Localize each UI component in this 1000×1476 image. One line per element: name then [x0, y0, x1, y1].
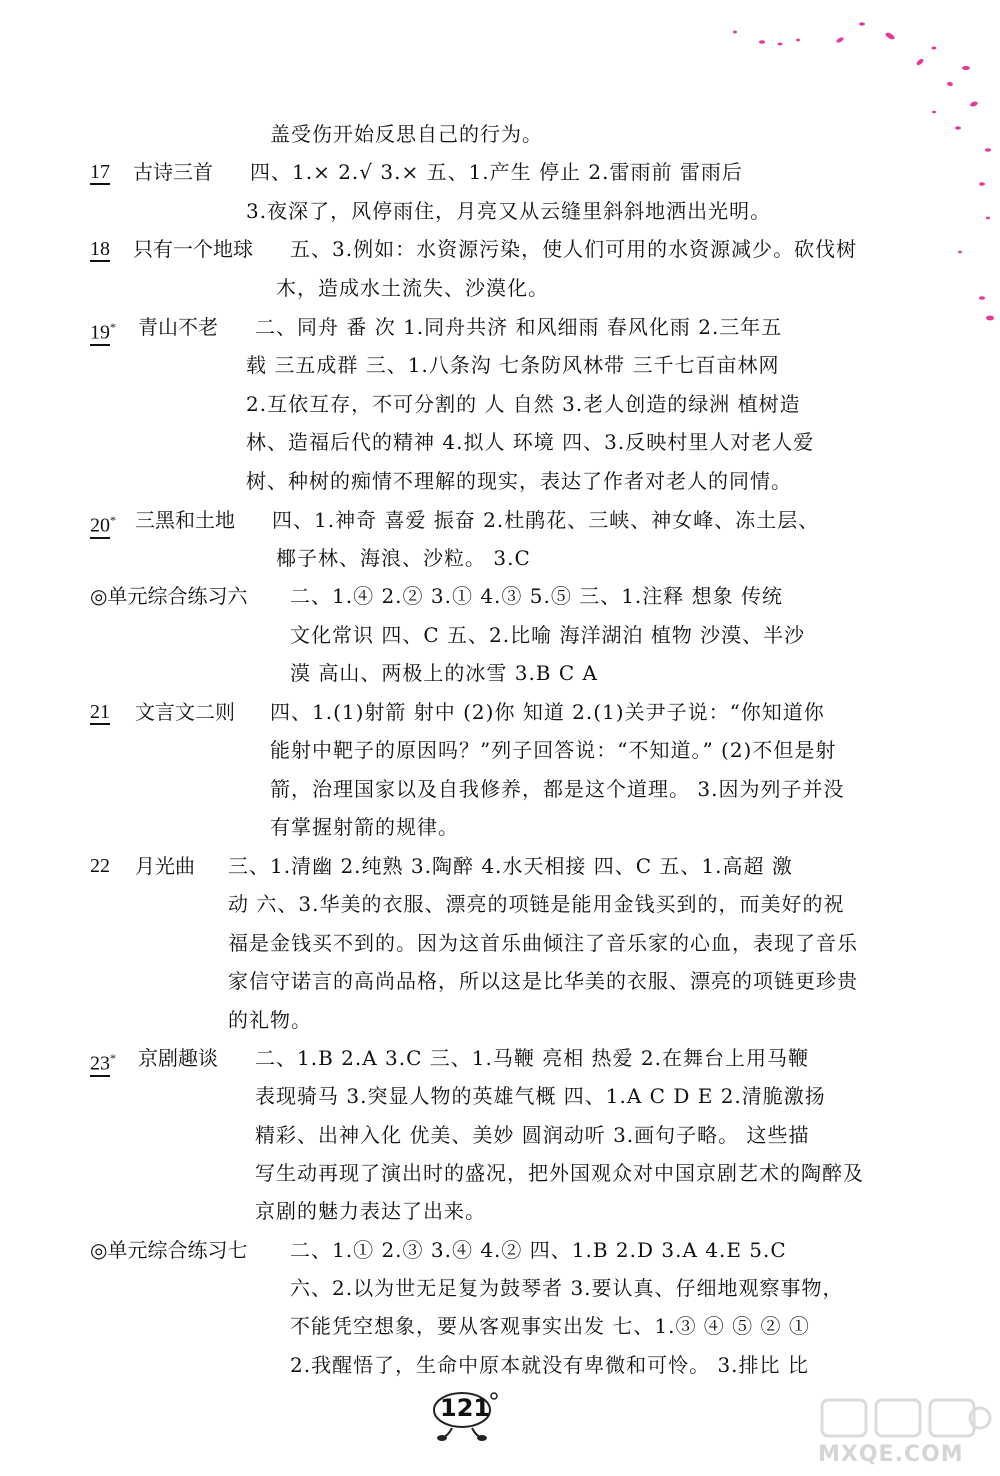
answer-line: 盖受伤开始反思自己的行为。: [270, 122, 543, 146]
answer-line: 福是金钱买不到的。因为这首乐曲倾注了音乐家的心血，表现了音乐: [228, 931, 858, 955]
answer-line: 有掌握射箭的规律。: [270, 815, 459, 839]
answer-line: 箭，治理国家以及自我修养，都是这个道理。 3.因为列子并没: [270, 777, 845, 801]
answer-line: 树、种树的痴情不理解的现实，表达了作者对老人的同情。: [246, 469, 792, 493]
answer-line: 二、1.B 2.A 3.C 三、1.马鞭 亮相 热爱 2.在舞台上用马鞭: [255, 1046, 809, 1070]
answer-line: 林、造福后代的精神 4.拟人 环境 四、3.反映村里人对老人爱: [246, 430, 815, 454]
entry-number: 17: [90, 161, 110, 183]
entry-title: 文言文二则: [135, 700, 235, 724]
answer-line: 文化常识 四、C 五、2.比喻 海洋湖泊 植物 沙漠、半沙: [290, 623, 806, 647]
answer-line: 木，造成水土流失、沙漠化。: [276, 276, 549, 300]
answer-line: 二、1.④ 2.② 3.① 4.③ 5.⑤ 三、1.注释 想象 传统: [290, 584, 783, 608]
entry-title: 只有一个地球: [133, 237, 253, 261]
answer-line: 的礼物。: [228, 1008, 312, 1032]
answer-line: 漠 高山、两极上的冰雪 3.B C A: [290, 661, 598, 685]
answer-line: 写生动再现了演出时的盛况，把外国观众对中国京剧艺术的陶醉及: [255, 1161, 864, 1185]
entry-title: 古诗三首: [133, 160, 213, 184]
answer-line: 载 三五成群 三、1.八条沟 七条防风林带 三千七百亩林网: [246, 353, 780, 377]
starred-mark: *: [110, 513, 116, 527]
entry-number: 21: [90, 701, 110, 723]
entry-title: 月光曲: [135, 854, 195, 878]
petal-decoration-icon: [720, 0, 1000, 340]
entry-title: 三黑和土地: [135, 508, 235, 532]
answer-line: 三、1.清幽 2.纯熟 3.陶醉 4.水天相接 四、C 五、1.高超 激: [228, 854, 793, 878]
unit-exercise-title: ◎单元综合练习七: [90, 1238, 248, 1262]
answer-line: 2.互依互存，不可分割的 人 自然 3.老人创造的绿洲 植树造: [246, 392, 801, 416]
answer-line: 家信守诺言的高尚品格，所以这是比华美的衣服、漂亮的项链更珍贵: [228, 969, 858, 993]
entry-title: 青山不老: [138, 315, 218, 339]
entry-number: 22: [90, 855, 110, 877]
watermark-logo-icon: [818, 1394, 998, 1442]
answer-line: 动 六、3.华美的衣服、漂亮的项链是能用金钱买到的，而美好的祝: [228, 892, 845, 916]
unit-exercise-title: ◎单元综合练习六: [90, 584, 248, 608]
answer-line: 二、1.① 2.③ 3.④ 4.② 四、1.B 2.D 3.A 4.E 5.C: [290, 1238, 787, 1262]
answer-line: 四、1.(1)射箭 射中 (2)你 知道 2.(1)关尹子说：“你知道你: [270, 700, 825, 724]
answer-line: 六、2.以为世无足复为鼓琴者 3.要认真、仔细地观察事物，: [290, 1276, 844, 1300]
answer-line: 五、3.例如：水资源污染，使人们可用的水资源减少。砍伐树: [290, 237, 858, 261]
answer-line: 京剧的魅力表达了出来。: [255, 1199, 486, 1223]
answer-line: 能射中靶子的原因吗？”列子回答说：“不知道。” (2)不但是射: [270, 738, 837, 762]
answer-line: 椰子林、海浪、沙粒。 3.C: [276, 546, 531, 570]
answer-line: 四、1.× 2.√ 3.× 五、1.产生 停止 2.雷雨前 雷雨后: [250, 160, 743, 184]
answer-line: 2.我醒悟了，生命中原本就没有卑微和可怜。 3.排比 比: [290, 1353, 809, 1377]
answer-line: 不能凭空想象，要从客观事实出发 七、1.③ ④ ⑤ ② ①: [290, 1314, 810, 1338]
answer-line: 3.夜深了，风停雨住，月亮又从云缝里斜斜地洒出光明。: [246, 199, 772, 223]
entry-number: 20*: [90, 507, 116, 539]
page-number: [432, 1388, 512, 1444]
entry-number: 23*: [90, 1045, 116, 1077]
answer-line: 四、1.神奇 喜爱 振奋 2.杜鹃花、三峡、神女峰、冻土层、: [272, 508, 820, 532]
answer-line: 表现骑马 3.突显人物的英雄气概 四、1.A C D E 2.清脆激扬: [255, 1084, 826, 1108]
answer-line: 精彩、出神入化 优美、美妙 圆润动听 3.画句子略。 这些描: [255, 1123, 810, 1147]
entry-number: 19*: [90, 314, 116, 346]
watermark-text: MXQE.COM: [818, 1442, 964, 1467]
answer-line: 二、同舟 番 次 1.同舟共济 和风细雨 春风化雨 2.三年五: [255, 315, 783, 339]
starred-mark: *: [110, 320, 116, 334]
page-number-text: 121: [440, 1394, 491, 1422]
starred-mark: *: [110, 1051, 116, 1065]
entry-number: 18: [90, 238, 110, 260]
entry-title: 京剧趣谈: [138, 1046, 218, 1070]
watermark: [818, 1394, 998, 1474]
